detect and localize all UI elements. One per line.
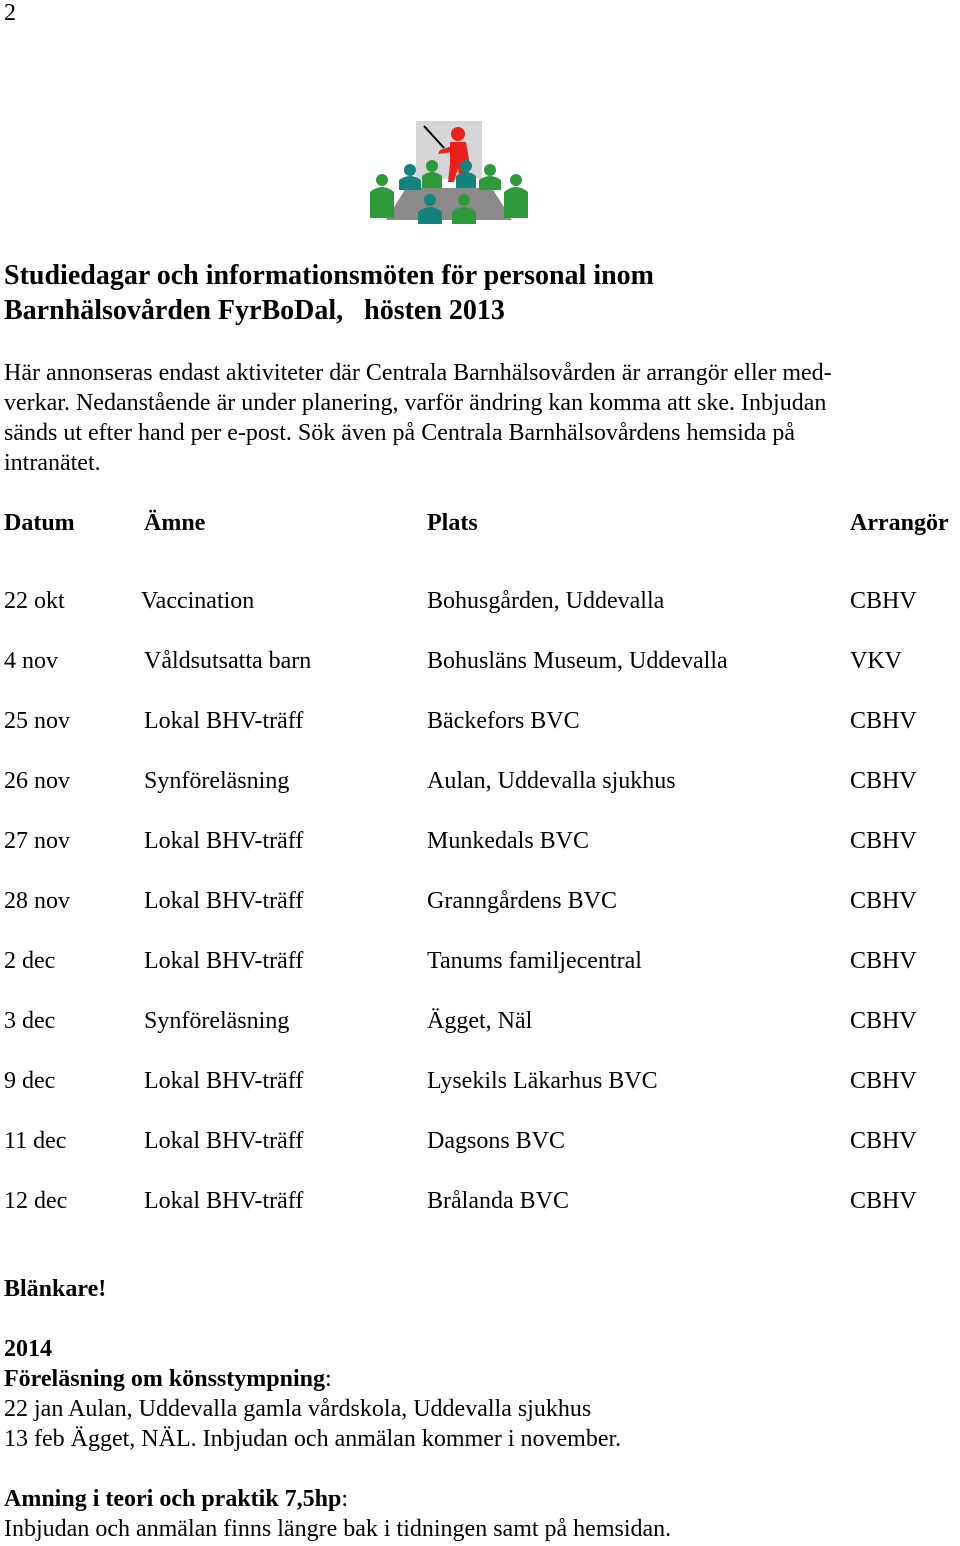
row-place: Brålanda BVC (427, 1188, 569, 1214)
header-subject: Ämne (144, 510, 206, 536)
row-place: Tanums familjecentral (427, 948, 642, 974)
row-date: 3 dec (4, 1008, 56, 1034)
table-row (4, 1123, 960, 1183)
reminder-year: 2014 (4, 1336, 52, 1362)
row-date: 27 nov (4, 828, 70, 854)
lecture-line-1: 22 jan Aulan, Uddevalla gamla vårdskola, Uddevalla sjukhus (4, 1396, 592, 1422)
course-heading (4, 1484, 671, 1514)
title-line-2: Barnhälsovården FyrBoDal, hösten 2013 (4, 295, 505, 326)
row-date: 28 nov (4, 888, 70, 914)
row-organizer: CBHV (850, 888, 917, 914)
row-place: Bohusläns Museum, Uddevalla (427, 648, 728, 674)
row-organizer: CBHV (850, 708, 917, 734)
row-organizer: CBHV (850, 1008, 917, 1034)
header-date: Datum (4, 510, 75, 536)
table-row (4, 943, 960, 1003)
row-place: Munkedals BVC (427, 828, 589, 854)
course-title: Amning i teori och praktik 7,5hp (4, 1486, 342, 1512)
header-organizer: Arrangör (850, 510, 949, 536)
row-date: 26 nov (4, 768, 70, 794)
table-row (4, 823, 960, 883)
table-row (4, 1063, 960, 1123)
row-organizer: CBHV (850, 1128, 917, 1154)
row-subject: Vaccination (141, 588, 255, 614)
course-line: Inbjudan och anmälan finns längre bak i tidningen samt på hemsidan. (4, 1516, 672, 1542)
lecture-heading (4, 1364, 621, 1394)
row-date: 11 dec (4, 1128, 67, 1154)
table-row (4, 1183, 960, 1243)
row-date: 12 dec (4, 1188, 68, 1214)
reminder-label: Blänkare! (4, 1276, 107, 1302)
row-subject: Lokal BHV-träff (144, 828, 304, 854)
row-place: Bäckefors BVC (427, 708, 580, 734)
intro-line-3: sänds ut efter hand per e-post. Sök även på Centrala Barnhälsovårdens hemsida på (4, 420, 796, 446)
lecture-title: Föreläsning om könsstympning (4, 1366, 325, 1392)
table-row (4, 1003, 960, 1063)
row-subject: Lokal BHV-träff (144, 888, 304, 914)
schedule-table (4, 505, 960, 1243)
row-subject: Lokal BHV-träff (144, 1188, 304, 1214)
intro-line-2: verkar. Nedanstående är under planering, varför ändring kan komma att ske. Inbjudan (4, 390, 827, 416)
row-subject: Lokal BHV-träff (144, 1128, 304, 1154)
row-date: 9 dec (4, 1068, 56, 1094)
row-place: Ägget, Näl (427, 1008, 533, 1034)
row-organizer: VKV (850, 648, 902, 674)
row-subject: Synföreläsning (144, 768, 290, 794)
page-title (4, 258, 904, 328)
lecture-colon: : (324, 1366, 332, 1392)
row-subject: Synföreläsning (144, 1008, 290, 1034)
row-subject: Lokal BHV-träff (144, 708, 304, 734)
lecture-line-2: 13 feb Ägget, NÄL. Inbjudan och anmälan kommer i november. (4, 1426, 622, 1452)
row-subject: Våldsutsatta barn (144, 648, 312, 674)
table-row (4, 643, 960, 703)
table-row (4, 703, 960, 763)
row-organizer: CBHV (850, 768, 917, 794)
page-number: 2 (4, 0, 16, 26)
intro-line-4: intranätet. (4, 450, 101, 476)
title-line-1: Studiedagar och informationsmöten för personal inom (4, 260, 654, 291)
row-date: 25 nov (4, 708, 70, 734)
row-date: 22 okt (4, 588, 65, 614)
header-place: Plats (427, 510, 478, 536)
table-row (4, 763, 960, 823)
row-organizer: CBHV (850, 828, 917, 854)
row-organizer: CBHV (850, 1188, 917, 1214)
reminder-section (4, 1334, 621, 1454)
table-row (4, 883, 960, 943)
table-row (4, 583, 960, 643)
row-organizer: CBHV (850, 948, 917, 974)
row-subject: Lokal BHV-träff (144, 948, 304, 974)
row-place: Bohusgården, Uddevalla (427, 588, 665, 614)
row-subject: Lokal BHV-träff (144, 1068, 304, 1094)
row-place: Dagsons BVC (427, 1128, 566, 1154)
row-date: 4 nov (4, 648, 58, 674)
row-organizer: CBHV (850, 588, 917, 614)
row-place: Aulan, Uddevalla sjukhus (427, 768, 676, 794)
course-section (4, 1484, 671, 1544)
table-header-row (4, 505, 960, 583)
row-organizer: CBHV (850, 1068, 917, 1094)
intro-paragraph (4, 358, 944, 478)
intro-line-1: Här annonseras endast aktiviteter där Centrala Barnhälsovården är arrangör eller med- (4, 360, 832, 386)
course-colon: : (341, 1486, 349, 1512)
row-place: Lysekils Läkarhus BVC (427, 1068, 658, 1094)
meeting-clipart-icon (366, 118, 531, 224)
row-place: Granngårdens BVC (427, 888, 617, 914)
row-date: 2 dec (4, 948, 56, 974)
